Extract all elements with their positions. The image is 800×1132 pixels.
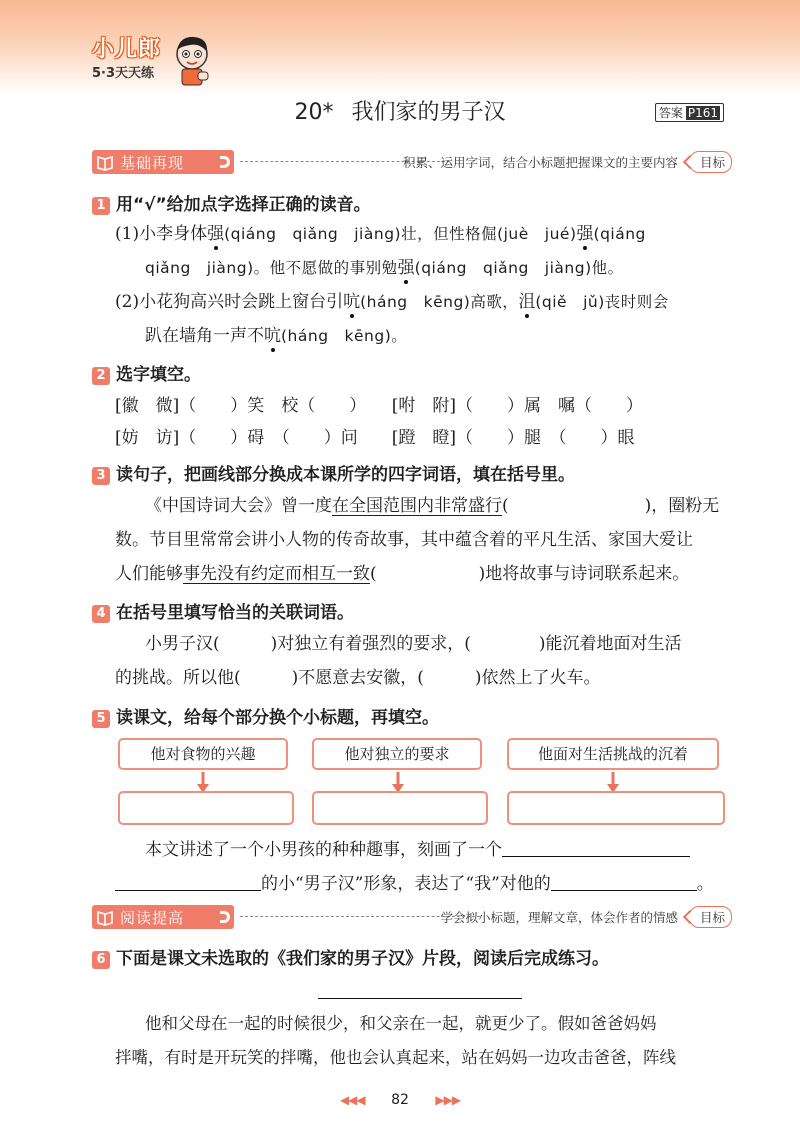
q4-line-2: 的挑战。所以他( )不愿意去安徽，( )依然上了火车。	[115, 668, 601, 688]
question-1	[92, 190, 732, 215]
section-title: 阅读提高	[120, 909, 185, 927]
question-2	[92, 360, 732, 385]
question-4	[92, 598, 732, 623]
brand-series: 5·3天天练	[92, 66, 155, 81]
q3-line-2: 数。节目里常常会讲小人物的传奇故事，其中蕴含着的平凡生活、家国大爱让	[115, 530, 693, 550]
book-icon	[96, 153, 114, 171]
question-prompt: 读句子，把画线部分换成本课所学的四字词语，填在括号里。	[116, 465, 575, 485]
question-prompt: 在括号里填写恰当的关联词语。	[116, 603, 354, 623]
section-description: 积累、运用字词，结合小标题把握课文的主要内容	[402, 155, 678, 170]
flow-answer-box-2[interactable]	[312, 791, 488, 825]
q5-summary-line-2: 的小“男子汉”形象，表达了“我”对他的 。	[115, 872, 714, 896]
answer-blank[interactable]	[115, 873, 261, 891]
goal-tag: 目标	[689, 906, 732, 928]
lesson-number: 20*	[294, 100, 334, 125]
q1-line-2: qiǎng jiàng)。他不愿做的事别勉强(qiáng qiǎng jiàng)他。	[145, 258, 624, 278]
question-prompt: 选字填空。	[116, 365, 201, 385]
flow-title-2: 他对独立的要求	[312, 738, 482, 770]
page-footer	[0, 1092, 800, 1108]
brand-name: 小儿郎	[92, 37, 162, 62]
next-arrows-icon: ▶▶▶	[435, 1093, 461, 1107]
q2-row-1: [徽 微]（ ）笑 校（ ） [咐 附]（ ）属 嘱（ ）	[115, 396, 644, 416]
flow-answer-box-1[interactable]	[118, 791, 294, 825]
answer-page: P161	[687, 106, 718, 120]
question-number: 6	[92, 951, 110, 969]
section-title: 基础再现	[120, 154, 185, 172]
q1-line-4: 趴在墙角一声不吭(háng kēng)。	[145, 326, 408, 346]
q3-line-1: 《中国诗词大会》曾一度在全国范围内非常盛行( )，圈粉无	[145, 496, 720, 516]
prev-arrows-icon: ◀◀◀	[339, 1093, 365, 1107]
passage-line-1: 他和父母在一起的时候很少，和父亲在一起，就更少了。假如爸爸妈妈	[145, 1014, 657, 1033]
q5-summary-line-1: 本文讲述了一个小男孩的种种趣事，刻画了一个	[145, 838, 690, 862]
section-reading-header	[92, 905, 732, 929]
section-badge	[92, 905, 234, 929]
flow-answer-box-3[interactable]	[507, 791, 725, 825]
question-number: 3	[92, 467, 110, 485]
question-number: 2	[92, 367, 110, 385]
badge-tail	[220, 156, 230, 168]
flow-title-3: 他面对生活挑战的沉着	[507, 738, 719, 770]
lesson-title-text: 我们家的男子汉	[351, 100, 506, 125]
question-3	[92, 460, 732, 485]
badge-tail	[220, 911, 230, 923]
q1-line-1: (1)小李身体强(qiáng qiǎng jiàng)壮，但性格倔(juè jué)强(qiáng	[115, 224, 646, 244]
answer-blank[interactable]	[502, 839, 690, 857]
question-number: 4	[92, 605, 110, 623]
question-prompt: 读课文，给每个部分换个小标题，再填空。	[116, 708, 439, 728]
question-number: 5	[92, 710, 110, 728]
question-prompt: 下面是课文未选取的《我们家的男子汉》片段，阅读后完成练习。	[116, 949, 609, 969]
question-number: 1	[92, 197, 110, 215]
section-badge	[92, 150, 234, 174]
mascot-boy-icon	[170, 32, 214, 88]
brand-logo	[92, 32, 242, 90]
q2-row-2: [妨 访]（ ）碍 （ ）问 [蹬 瞪]（ ）腿 （ ）眼	[115, 428, 635, 448]
section-description: 学会拟小标题，理解文章，体会作者的情感	[440, 910, 678, 925]
passage-title-blank[interactable]	[318, 998, 522, 999]
answer-page-tag[interactable]	[655, 103, 724, 122]
q4-line-1: 小男子汉( )对独立有着强烈的要求，( )能沉着地面对生活	[145, 634, 682, 654]
goal-tag: 目标	[689, 151, 732, 173]
section-basics-header	[92, 150, 732, 174]
answer-label: 答案	[658, 106, 683, 120]
question-prompt: 用“√”给加点字选择正确的读音。	[116, 195, 371, 215]
question-5	[92, 703, 732, 728]
page-number: 82	[391, 1092, 409, 1108]
lesson-title-row	[0, 95, 800, 131]
book-icon	[96, 908, 114, 926]
question-6	[92, 944, 732, 969]
q1-line-3: (2)小花狗高兴时会跳上窗台引吭(háng kēng)高歌，沮(qiě jǔ)丧时则会	[115, 292, 669, 312]
passage-line-2: 拌嘴，有时是开玩笑的拌嘴，他也会认真起来，站在妈妈一边攻击爸爸，阵线	[115, 1048, 676, 1067]
answer-blank[interactable]	[551, 873, 697, 891]
flow-title-1: 他对食物的兴趣	[118, 738, 288, 770]
q3-line-3: 人们能够事先没有约定而相互一致( )地将故事与诗词联系起来。	[115, 564, 690, 584]
